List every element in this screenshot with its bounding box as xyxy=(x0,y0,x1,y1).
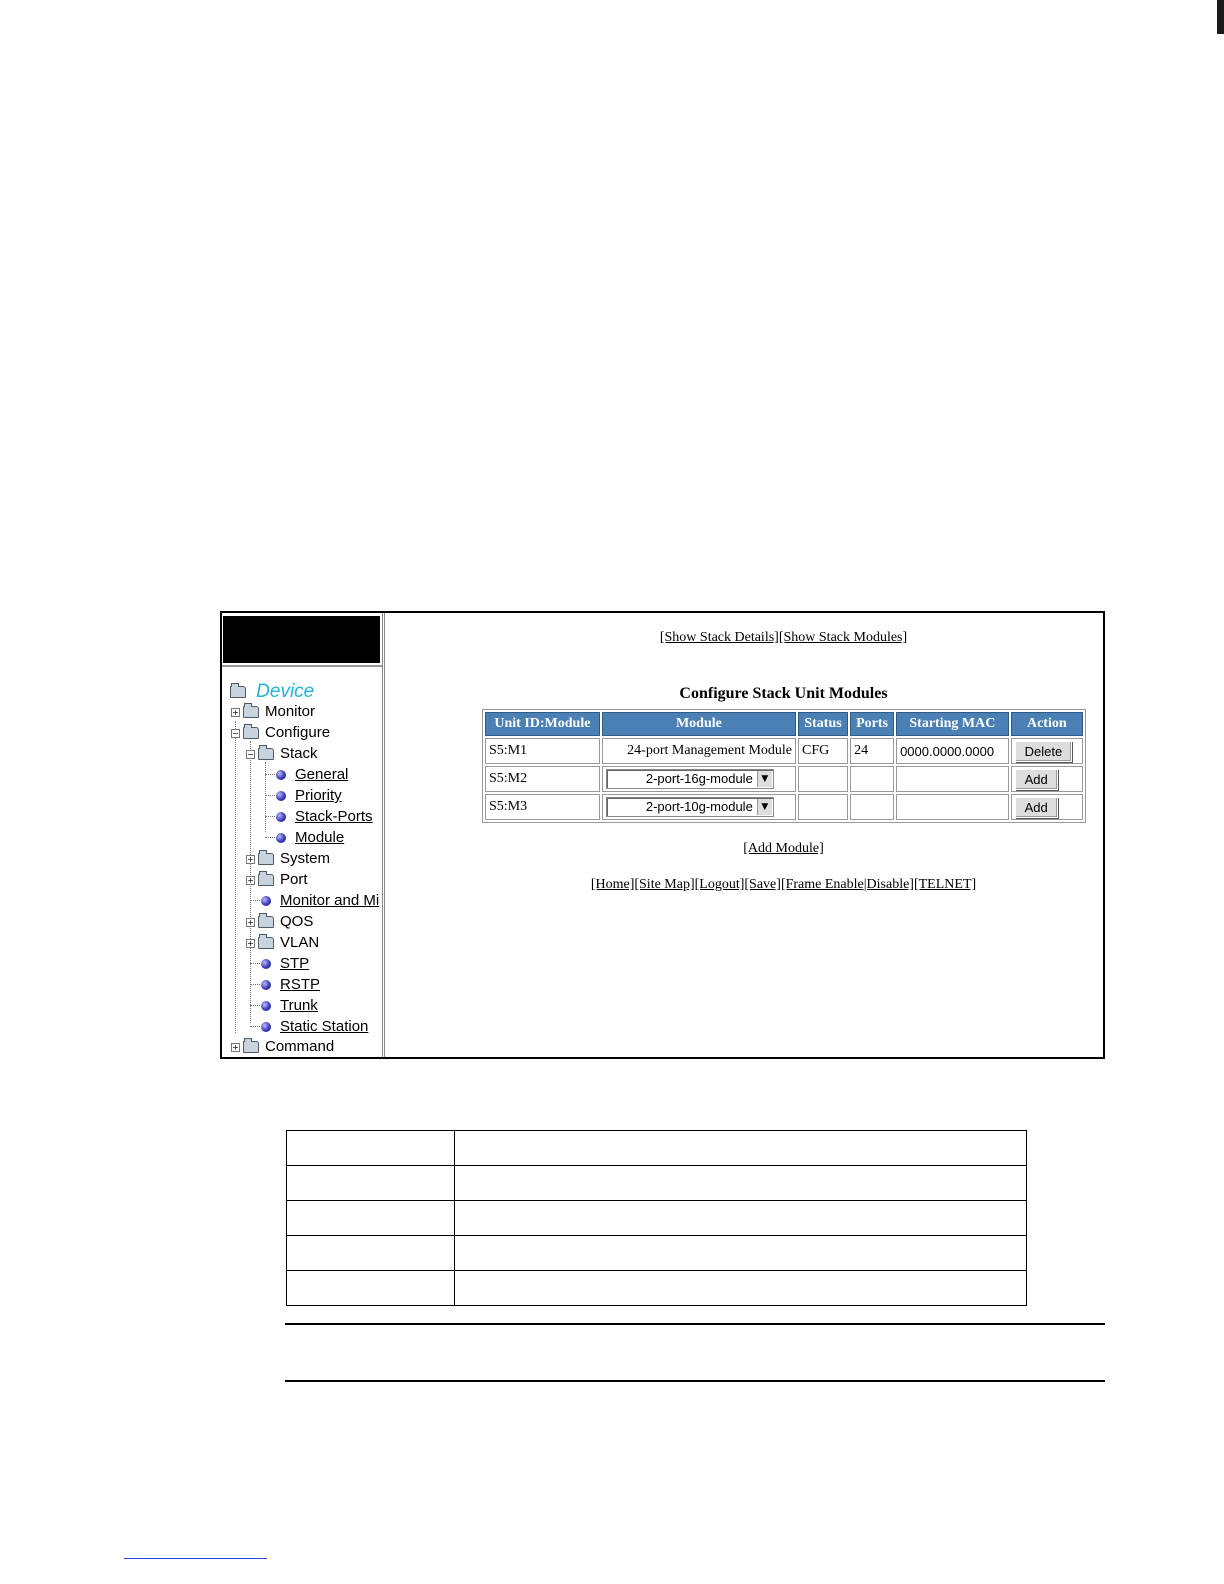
table-row xyxy=(287,1236,1027,1271)
table-row xyxy=(287,1271,1027,1306)
collapse-icon[interactable]: − xyxy=(232,728,239,738)
logo-banner xyxy=(223,616,380,663)
page-title: Configure Stack Unit Modules xyxy=(679,685,888,702)
module-select-value: 2-port-10g-module xyxy=(645,799,753,814)
tree-general[interactable] xyxy=(276,765,348,785)
page-bullet-icon xyxy=(261,896,271,906)
page-bullet-icon xyxy=(276,812,286,822)
tree-label: Command xyxy=(265,1038,335,1056)
tree-configure[interactable] xyxy=(231,723,330,743)
table-row xyxy=(485,766,1083,792)
open-folder-icon xyxy=(230,686,246,698)
table-cell xyxy=(287,1271,455,1306)
expand-icon[interactable]: + xyxy=(247,854,254,864)
tree-vlan[interactable] xyxy=(246,933,319,953)
rstp-link[interactable]: RSTP xyxy=(280,976,321,994)
tree-rstp[interactable] xyxy=(261,975,320,995)
table-row xyxy=(485,794,1083,820)
table-row xyxy=(287,1166,1027,1201)
open-folder-icon xyxy=(243,727,259,739)
folder-icon xyxy=(258,937,274,949)
page-bullet-icon xyxy=(261,980,271,990)
frame-toggle-link[interactable]: [Frame Enable|Disable] xyxy=(780,877,914,892)
module-select-value: 2-port-16g-module xyxy=(645,771,753,786)
expand-icon[interactable]: + xyxy=(247,875,254,885)
starting-mac-cell xyxy=(896,766,1009,792)
unit-id-cell: S5:M3 xyxy=(485,794,600,820)
tree-stp[interactable] xyxy=(261,954,309,974)
module-select[interactable] xyxy=(606,797,774,817)
monitor-and-mirror-link[interactable]: Monitor and Mi xyxy=(280,892,380,910)
add-module-row xyxy=(385,841,1182,857)
table-row xyxy=(287,1201,1027,1236)
tree-label: Port xyxy=(280,871,308,889)
trunk-link[interactable]: Trunk xyxy=(280,997,318,1015)
footer-link-underline[interactable] xyxy=(124,1558,267,1559)
table-cell xyxy=(455,1236,1027,1271)
tree-system[interactable] xyxy=(246,849,330,869)
telnet-link[interactable]: [TELNET] xyxy=(913,877,977,892)
starting-mac-cell: 0000.0000.0000 xyxy=(896,738,1009,764)
table-row xyxy=(287,1131,1027,1166)
page-bullet-icon xyxy=(276,770,286,780)
stack-ports-link[interactable]: Stack-Ports xyxy=(295,808,373,826)
column-header: Module xyxy=(602,712,796,736)
expand-icon[interactable]: + xyxy=(247,938,254,948)
page-bullet-icon xyxy=(261,1001,271,1011)
expand-icon[interactable]: + xyxy=(232,707,239,717)
page-edge-tab xyxy=(1217,0,1224,34)
tree-label: System xyxy=(280,850,331,868)
priority-link[interactable]: Priority xyxy=(295,787,342,805)
status-cell: CFG xyxy=(798,738,848,764)
page-bullet-icon xyxy=(261,959,271,969)
main-content xyxy=(385,613,1103,1057)
dropdown-arrow-icon[interactable]: ▼ xyxy=(757,771,772,787)
document-table xyxy=(286,1130,1027,1306)
table-cell xyxy=(287,1201,455,1236)
tree-label: QOS xyxy=(280,913,314,931)
show-stack-modules-link[interactable]: [Show Stack Modules] xyxy=(778,630,908,645)
expand-icon[interactable]: + xyxy=(232,1042,239,1052)
stp-link[interactable]: STP xyxy=(280,955,310,973)
action-cell xyxy=(1011,738,1083,764)
tree-device[interactable] xyxy=(230,682,314,702)
folder-icon xyxy=(258,853,274,865)
browser-screenshot xyxy=(220,611,1105,1059)
unit-id-cell: S5:M2 xyxy=(485,766,600,792)
tree-command[interactable] xyxy=(231,1037,334,1057)
top-links xyxy=(385,630,1182,646)
tree-label: Monitor xyxy=(265,703,316,721)
tree-stack[interactable] xyxy=(246,744,318,764)
tree-module[interactable] xyxy=(276,828,344,848)
unit-id-cell: S5:M1 xyxy=(485,738,600,764)
device-label: Device xyxy=(256,681,315,703)
sidebar-divider xyxy=(222,665,382,667)
tree-monitor-and-mirror[interactable] xyxy=(261,891,379,911)
navigation-sidebar xyxy=(222,613,385,1057)
add-module-link[interactable]: [Add Module] xyxy=(743,841,824,856)
tree-label: Stack xyxy=(280,745,318,763)
column-header: Status xyxy=(798,712,848,736)
note-bottom-rule xyxy=(285,1380,1105,1382)
note-top-rule xyxy=(285,1323,1105,1325)
site-map-link[interactable]: [Site Map] xyxy=(634,877,695,892)
table-cell xyxy=(287,1131,455,1166)
folder-icon xyxy=(243,706,259,718)
show-stack-details-link[interactable]: [Show Stack Details] xyxy=(659,630,779,645)
home-link[interactable]: [Home] xyxy=(590,877,635,892)
tree-trunk[interactable] xyxy=(261,996,318,1016)
collapse-icon[interactable]: − xyxy=(247,749,254,759)
open-folder-icon xyxy=(258,748,274,760)
tree-static-station[interactable] xyxy=(261,1017,368,1037)
tree-qos[interactable] xyxy=(246,912,313,932)
module-cell xyxy=(602,794,796,820)
table-row xyxy=(485,738,1083,764)
tree-label: Configure xyxy=(265,724,331,742)
add-button[interactable]: Add xyxy=(1015,769,1058,790)
table-cell xyxy=(455,1166,1027,1201)
modules-table xyxy=(482,709,1086,823)
table-cell xyxy=(455,1271,1027,1306)
module-select[interactable] xyxy=(606,769,774,789)
folder-icon xyxy=(258,916,274,928)
status-cell xyxy=(798,794,848,820)
add-button[interactable]: Add xyxy=(1015,797,1058,818)
dropdown-arrow-icon[interactable]: ▼ xyxy=(757,799,772,815)
tree-port[interactable] xyxy=(246,870,308,890)
ports-cell: 24 xyxy=(850,738,894,764)
page-bullet-icon xyxy=(276,791,286,801)
bottom-links xyxy=(385,877,1182,893)
save-link[interactable]: [Save] xyxy=(744,877,781,892)
table-cell xyxy=(287,1166,455,1201)
tree-label: VLAN xyxy=(280,934,320,952)
column-header: Unit ID:Module xyxy=(485,712,600,736)
static-station-link[interactable]: Static Station xyxy=(280,1018,369,1036)
column-header: Starting MAC xyxy=(896,712,1009,736)
action-cell xyxy=(1011,794,1083,820)
expand-icon[interactable]: + xyxy=(247,917,254,927)
column-header: Ports xyxy=(850,712,894,736)
module-cell xyxy=(602,766,796,792)
table-header-row xyxy=(485,712,1083,736)
folder-icon xyxy=(258,874,274,886)
module-cell: 24-port Management Module xyxy=(602,738,796,764)
ports-cell xyxy=(850,794,894,820)
starting-mac-cell xyxy=(896,794,1009,820)
delete-button[interactable]: Delete xyxy=(1015,741,1073,762)
page-bullet-icon xyxy=(276,833,286,843)
table-cell xyxy=(455,1201,1027,1236)
column-header: Action xyxy=(1011,712,1083,736)
table-cell xyxy=(287,1236,455,1271)
folder-icon xyxy=(243,1041,259,1053)
general-link[interactable]: General xyxy=(295,766,349,784)
table-cell xyxy=(455,1131,1027,1166)
logout-link[interactable]: [Logout] xyxy=(694,877,745,892)
tree-priority[interactable] xyxy=(276,786,342,806)
status-cell xyxy=(798,766,848,792)
action-cell xyxy=(1011,766,1083,792)
tree-monitor[interactable] xyxy=(231,702,315,722)
module-link[interactable]: Module xyxy=(295,829,345,847)
ports-cell xyxy=(850,766,894,792)
tree-stack-ports[interactable] xyxy=(276,807,373,827)
page-bullet-icon xyxy=(261,1022,271,1032)
